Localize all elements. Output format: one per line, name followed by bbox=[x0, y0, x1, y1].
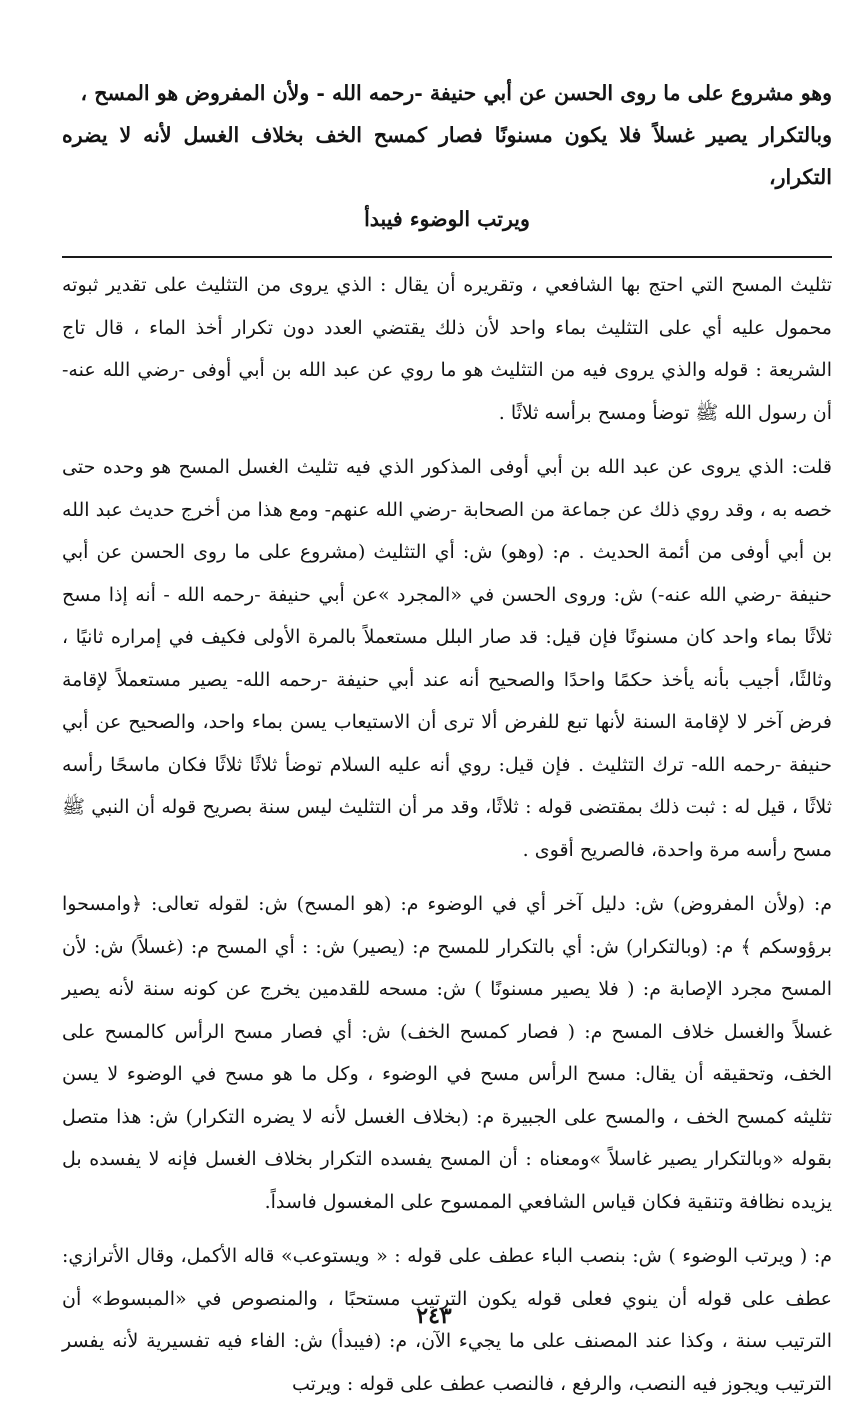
separator-rule bbox=[62, 256, 832, 258]
commentary-paragraph-2: قلت: الذي يروى عن عبد الله بن أبي أوفى المذكور الذي فيه تثليث الغسل المسح هو وحده حتى خصه به ، وقد روي ذلك عن جماعة من الصحابة -رضي الله عنهم- ومع هذا من أخرج حديث عبد الله بن أبي أوفى من أئمة الحديث . م: (وهو) ش: أي التثليث (مشروع على ما روى الحسن عن أبي حنيفة -رضي الله عنه-) ش: وروى الحسن في «المجرد »عن أبي حنيفة -رحمه الله - أنه إذا مسح ثلاثًا بماء واحد كان مسنونًا فإن قيل: قد صار البلل مستعملاً بالمرة الأولى فكيف في إمراره ثانيًا ، وثالثًا، أجيب بأنه يأخذ حكمًا واحدًا والصحيح أنه عند أبي حنيفة -رحمه الله- يصير مستعملاً لإقامة فرض آخر لا لإقامة السنة لأنها تبع للفرض ألا ترى أن الاستيعاب يسن بماء واحد، والصحيح عن أبي حنيفة -رحمه الله- ترك التثليث . فإن قيل: روي أنه عليه السلام توضأ ثلاثًا ثلاثًا فكان ماسحًا رأسه ثلاثًا ، قيل له : ثبت ذلك بمقتضى قوله : ثلاثًا، وقد مر أن التثليث ليس سنة بصريح قوله أن النبي ﷺ مسح رأسه مرة واحدة، فالصريح أقوى . bbox=[62, 456, 833, 861]
matn-line-2: وبالتكرار يصير غسلاً فلا يكون مسنونًا فصار كمسح الخف بخلاف الغسل لأنه لا يضره التكرار، bbox=[62, 123, 832, 189]
page-body bbox=[62, 72, 832, 1417]
commentary-paragraph-1: تثليث المسح التي احتج بها الشافعي ، وتقريره أن يقال : الذي يروى من التثليث على تقدير ثبوته محمول عليه أي على التثليث بماء واحد لأن ذلك يقتضي العدد دون تكرار أخذ الماء ، قال تاج الشريعة : قوله والذي يروى فيه من التثليث هو ما روي عن عبد الله بن أبي أوفى -رضي الله عنه- أن رسول الله ﷺ توضأ ومسح برأسه ثلاثًا . bbox=[62, 274, 832, 424]
matn-line-1: وهو مشروع على ما روى الحسن عن أبي حنيفة -رحمه الله - ولأن المفروض هو المسح ، bbox=[80, 81, 832, 105]
commentary-paragraph-3: م: (ولأن المفروض) ش: دليل آخر أي في الوضوء م: (هو المسح) ش: لقوله تعالى: ﴿وامسحوا برؤوسكم ﴾ م: (وبالتكرار) ش: أي بالتكرار للمسح م: (يصير) ش: : أي المسح م: (غسلاً) ش: لأن المسح مجرد الإصابة م: ( فلا يصير مسنونًا ) ش: مسحه للقدمين يخرج عن كونه سنة لأنه يصير غسلاً والغسل خلاف المسح م: ( فصار كمسح الخف) ش: أي فصار مسح الرأس كالمسح على الخف، وتحقيقه أن يقال: مسح الرأس مسح في الوضوء ، وكل ما هو مسح في الوضوء لا يسن تثليثه كمسح الخف ، والمسح على الجبيرة م: (بخلاف الغسل لأنه لا يضره التكرار) ش: هذا متصل بقوله «وبالتكرار يصير غاسلاً »ومعناه : أن المسح يفسده التكرار بخلاف الغسل فإنه لا يفسده بل يزيده نظافة وتنقية فكان قياس الشافعي الممسوح على المغسول فاسداً. bbox=[62, 893, 832, 1213]
matn-line-3: ويرتب الوضوء فيبدأ bbox=[364, 207, 530, 231]
page-number: ٢٤٣ bbox=[416, 1303, 452, 1329]
commentary-paragraph-4: م: ( ويرتب الوضوء ) ش: بنصب الباء عطف على قوله : « ويستوعب» قاله الأكمل، وقال الأترازي: عطف على قوله أن ينوي فعلى قوله يكون الترتيب مستحبًا ، والمنصوص في «المبسوط» أن الترتيب سنة ، وكذا عند المصنف على ما يجيء الآن، م: (فيبدأ) ش: الفاء فيه تفسيرية لأنه يفسر الترتيب ويجوز فيه النصب، والرفع ، فالنصب عطف على قوله : ويرتب bbox=[62, 1245, 832, 1395]
